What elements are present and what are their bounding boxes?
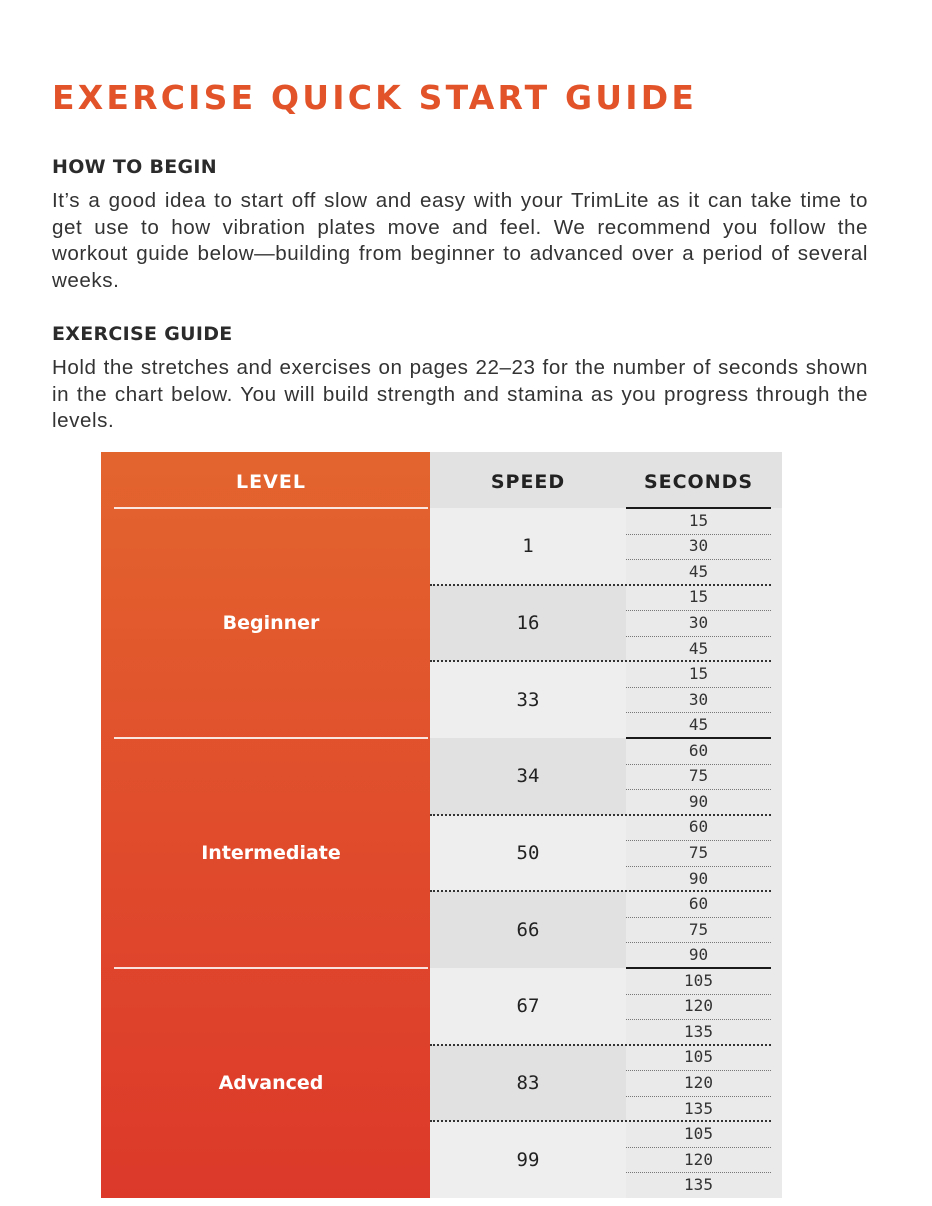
level-name: Intermediate <box>201 842 341 864</box>
exercise-guide-table <box>101 452 782 1198</box>
seconds-divider <box>626 610 771 611</box>
seconds-value: 30 <box>688 536 709 556</box>
seconds-group-rule <box>626 507 771 509</box>
seconds-divider <box>626 764 771 765</box>
section-text-exercise-guide: Hold the stretches and exercises on pages 22–23 for the number of seconds shown in the chart below. You will build strength and stamina as you progress through the levels. <box>52 356 868 433</box>
level-name: Beginner <box>222 612 320 634</box>
seconds-value: 75 <box>688 919 709 939</box>
speed-row-divider <box>430 814 771 816</box>
header-level: LEVEL <box>236 471 306 493</box>
seconds-value: 90 <box>688 945 709 965</box>
seconds-value: 105 <box>684 1047 713 1067</box>
speed-value: 99 <box>516 1148 540 1171</box>
speed-value: 83 <box>516 1072 540 1095</box>
speed-value: 33 <box>516 688 540 711</box>
seconds-value: 30 <box>688 689 709 709</box>
seconds-value: 30 <box>688 613 709 632</box>
seconds-value: 120 <box>684 1073 713 1093</box>
seconds-value: 135 <box>684 1098 713 1118</box>
speed-row-divider <box>430 660 771 662</box>
seconds-value: 45 <box>688 638 709 658</box>
seconds-divider <box>626 1172 771 1173</box>
seconds-value: 135 <box>684 1175 713 1195</box>
seconds-value: 75 <box>688 766 709 786</box>
level-divider <box>114 507 428 509</box>
page-title: EXERCISE QUICK START GUIDE <box>52 78 698 117</box>
seconds-divider <box>626 534 771 535</box>
seconds-value: 60 <box>688 894 709 914</box>
seconds-divider <box>626 1070 771 1071</box>
speed-row-divider <box>430 584 771 586</box>
speed-row-divider <box>430 1044 771 1046</box>
speed-value: 1 <box>522 535 534 558</box>
seconds-divider <box>626 994 771 995</box>
header-seconds: SECONDS <box>643 471 754 493</box>
header-speed: SPEED <box>490 471 566 493</box>
speed-row-divider <box>430 890 771 892</box>
seconds-divider <box>626 917 771 918</box>
seconds-divider <box>626 866 771 867</box>
seconds-divider <box>626 1147 771 1148</box>
seconds-divider <box>626 1019 771 1020</box>
seconds-divider <box>626 712 771 713</box>
seconds-divider <box>626 1096 771 1097</box>
seconds-value: 90 <box>688 868 709 888</box>
seconds-value: 60 <box>688 817 709 837</box>
speed-value: 34 <box>516 765 540 788</box>
seconds-divider <box>626 840 771 841</box>
seconds-divider <box>626 559 771 560</box>
speed-value: 16 <box>516 612 540 634</box>
seconds-value: 105 <box>684 970 713 990</box>
seconds-divider <box>626 636 771 637</box>
seconds-value: 60 <box>688 740 709 760</box>
seconds-value: 90 <box>688 791 709 811</box>
seconds-value: 105 <box>684 1124 713 1144</box>
seconds-divider <box>626 942 771 943</box>
speed-value: 66 <box>516 918 540 941</box>
seconds-value: 15 <box>688 587 709 607</box>
seconds-value: 45 <box>688 715 709 735</box>
section-heading-exercise-guide: EXERCISE GUIDE <box>52 323 233 345</box>
speed-value: 50 <box>516 842 540 864</box>
seconds-value: 135 <box>684 1021 713 1041</box>
seconds-value: 120 <box>684 1149 713 1169</box>
seconds-value: 75 <box>688 843 709 863</box>
level-name: Advanced <box>218 1072 324 1095</box>
seconds-divider <box>626 687 771 688</box>
seconds-value: 15 <box>688 664 709 684</box>
seconds-value: 45 <box>688 561 709 581</box>
seconds-divider <box>626 789 771 790</box>
seconds-group-rule <box>626 737 771 739</box>
level-divider <box>114 967 428 969</box>
level-divider <box>114 737 428 739</box>
seconds-group-rule <box>626 967 771 969</box>
seconds-value: 120 <box>684 996 713 1016</box>
section-heading-how-to-begin: HOW TO BEGIN <box>52 156 217 178</box>
seconds-value: 15 <box>688 510 709 530</box>
speed-row-divider <box>430 1120 771 1122</box>
speed-value: 67 <box>516 995 540 1018</box>
section-text-how-to-begin: It’s a good idea to start off slow and easy with your TrimLite as it can take time to get use to how vibration plates move and feel. We recommend you follow the workout guide below—building from beginner to advanced over a period of several weeks. <box>52 189 868 292</box>
